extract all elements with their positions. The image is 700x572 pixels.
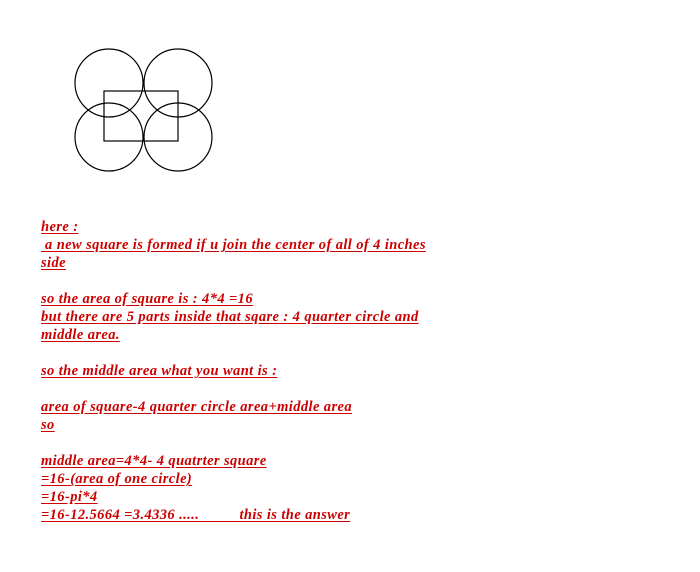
note-spacer <box>41 344 561 362</box>
note-line: middle area. <box>41 327 120 343</box>
geometry-figure-svg <box>70 45 225 175</box>
note-line: here : <box>41 219 79 235</box>
handwritten-notes-block <box>41 218 561 524</box>
note-line: =16-pi*4 <box>41 489 98 505</box>
circle-bottom-left <box>75 103 143 171</box>
note-spacer <box>41 434 561 452</box>
note-line: so <box>41 417 55 433</box>
note-line: a new square is formed if u join the center of all of 4 inches <box>41 237 426 253</box>
note-line: so the middle area what you want is : <box>41 363 278 379</box>
note-line: area of square-4 quarter circle area+middle area <box>41 399 352 415</box>
note-line: =16-(area of one circle) <box>41 471 193 487</box>
note-line: but there are 5 parts inside that sqare : 4 quarter circle and <box>41 309 419 325</box>
note-spacer <box>41 380 561 398</box>
note-line: middle area=4*4- 4 quatrter square <box>41 453 267 469</box>
note-line: so the area of square is : 4*4 =16 <box>41 291 253 307</box>
note-spacer <box>41 272 561 290</box>
circle-top-left <box>75 49 143 117</box>
note-line: =16-12.5664 =3.4336 ..... this is the answer <box>41 507 351 523</box>
four-circles-in-square-diagram <box>70 45 225 175</box>
note-line: side <box>41 255 66 271</box>
